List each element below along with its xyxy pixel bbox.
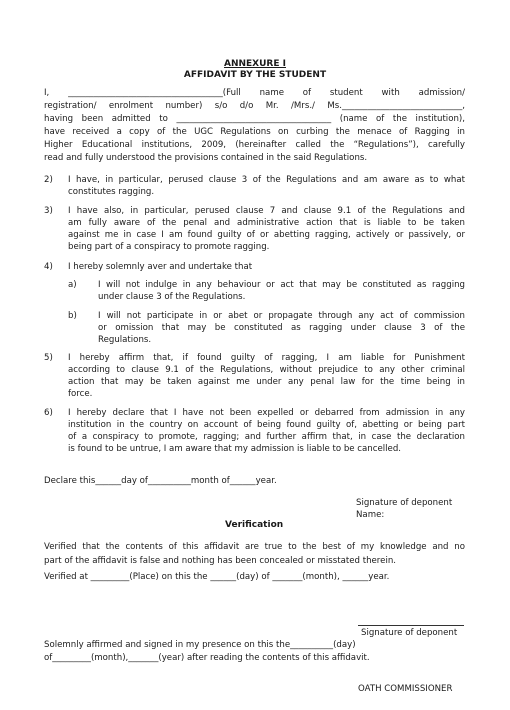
- intro-line-5: Higher Educational institutions, 2009, (hereinafter called the “Regulations”), carefully: [44, 140, 465, 150]
- verification-line-2: part of the affidavit is false and nothing has been concealed or misstated therein.: [44, 556, 397, 566]
- affidavit-title: AFFIDAVIT BY THE STUDENT: [183, 70, 327, 80]
- declare-line: Declare this______day of__________month of______year.: [44, 476, 277, 486]
- signature-deponent-label: Signature of deponent: [356, 498, 453, 508]
- intro-line-4: have received a copy of the UGC Regulations on curbing the menace of Ragging in: [44, 127, 465, 137]
- item-2-line-1: I have, in particular, perused clause 3 of the Regulations and am aware as to what: [68, 175, 465, 185]
- item-3-line-4: being part of a conspiracy to promote ragging.: [68, 242, 270, 252]
- intro-line-2: registration/ enrolment number) s/o d/o Mr. /Mrs./ Ms.____________________________,: [44, 101, 465, 111]
- item-4b-letter: b): [68, 311, 77, 321]
- intro-line-6: read and fully understood the provisions contained in the said Regulations.: [44, 153, 368, 163]
- item-6-number: 6): [44, 408, 53, 418]
- intro-line-1: I, ____________________________________(Full name of student with admission/: [44, 88, 465, 98]
- item-5-line-2: according to clause 9.1 of the Regulations, without prejudice to any other criminal: [68, 365, 465, 375]
- verification-line-1: Verified that the contents of this affidavit are true to the best of my knowledge and no: [44, 542, 465, 552]
- item-6-line-1: I hereby declare that I have not been expelled or debarred from admission in any: [68, 408, 465, 418]
- item-3-number: 3): [44, 206, 53, 216]
- verification-line-3: Verified at _________(Place) on this the ______(day) of _______(month), ______year.: [44, 572, 390, 582]
- signature-deponent-label-2: Signature of deponent: [361, 628, 458, 638]
- item-3-line-3: against me in case I am found guilty of or abetting ragging, actively or passively, or: [68, 230, 465, 240]
- annexure-title: ANNEXURE I: [224, 59, 286, 69]
- item-2-number: 2): [44, 175, 53, 185]
- item-4-text: I hereby solemnly aver and undertake that: [68, 262, 253, 272]
- solemn-line-2: of_________(month),_______(year) after reading the contents of this affidavit.: [44, 653, 370, 663]
- item-3-line-2: am fully aware of the penal and administrative action that is liable to be taken: [68, 218, 465, 228]
- item-3-line-1: I have also, in particular, perused clause 7 and clause 9.1 of the Regulations and: [68, 206, 465, 216]
- item-5-line-4: force.: [68, 389, 93, 399]
- name-label: Name:: [356, 510, 385, 520]
- item-4-number: 4): [44, 262, 53, 272]
- item-5-line-1: I hereby affirm that, if found guilty of ragging, I am liable for Punishment: [68, 353, 465, 363]
- item-6-line-4: is found to be untrue, I am aware that my admission is liable to be cancelled.: [68, 444, 402, 454]
- intro-line-3: having been admitted to ____________________________________ (name of the institution),: [44, 114, 465, 124]
- item-5-number: 5): [44, 353, 53, 363]
- item-6-line-3: of a conspiracy to promote, ragging; and further affirm that, in case the declaration: [68, 432, 465, 442]
- item-4a-line-2: under clause 3 of the Regulations.: [98, 292, 246, 302]
- solemn-line-1: Solemnly affirmed and signed in my presence on this the__________(day): [44, 640, 356, 650]
- item-4a-letter: a): [68, 280, 77, 290]
- item-5-line-3: action that may be taken against me under any penal law for the time being in: [68, 377, 465, 387]
- item-4b-line-1: I will not participate in or abet or propagate through any act of commission: [98, 311, 465, 321]
- signature-line: [358, 625, 464, 626]
- item-4b-line-3: Regulations.: [98, 335, 152, 345]
- item-4a-line-1: I will not indulge in any behaviour or act that may be constituted as ragging: [98, 280, 465, 290]
- item-2-line-2: constitutes ragging.: [68, 187, 155, 197]
- item-4b-line-2: or omission that may be constituted as ragging under clause 3 of the: [98, 323, 465, 333]
- oath-commissioner-label: OATH COMMISSIONER: [358, 684, 453, 694]
- verification-title: Verification: [225, 520, 284, 530]
- item-6-line-2: institution in the country on account of being found guilty of, abetting or being part: [68, 420, 465, 430]
